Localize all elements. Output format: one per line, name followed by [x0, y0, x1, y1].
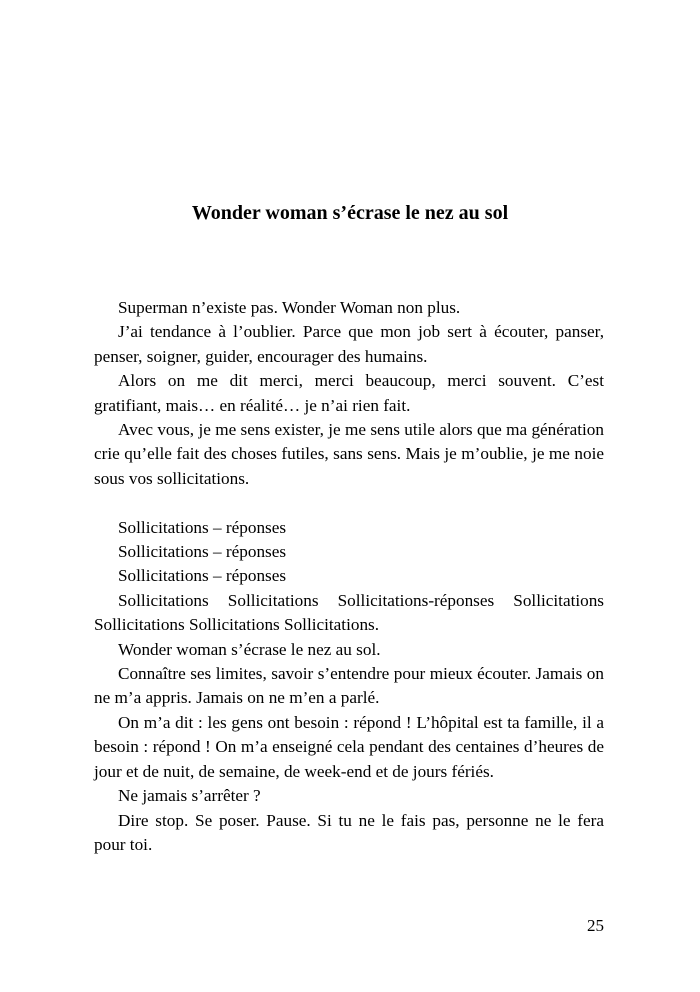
paragraph: Connaître ses limites, savoir s’entendre pour mieux écouter. Jamais on ne m’a appris. Jamais on ne m’en a parlé.: [94, 664, 604, 708]
paragraph: On m’a dit : les gens ont besoin : répond ! L’hôpital est ta famille, il a besoin : répond ! On m’a enseigné cela pendant des centaines d’heures de jour et de nuit, de semaine, de week-end et de jours fériés.: [94, 712, 604, 781]
paragraph: Alors on me dit merci, merci beaucoup, merci souvent. C’est gratifiant, mais… en réalité… je n’ai rien fait.: [94, 371, 604, 415]
paragraph: Sollicitations – réponses: [118, 542, 287, 562]
paragraph: J’ai tendance à l’oublier. Parce que mon job sert à écouter, panser, penser, soigner, guider, encourager des humains.: [94, 322, 604, 366]
chapter-title: Wonder woman s’écrase le nez au sol: [191, 202, 509, 224]
paragraph: Superman n’existe pas. Wonder Woman non plus.: [118, 298, 461, 317]
paragraph: Avec vous, je me sens exister, je me sens utile alors que ma génération crie qu’elle fait des choses futiles, sans sens. Mais je m’oublie, je me noie sous vos sollicitations.: [94, 420, 604, 488]
page-number: 25: [587, 916, 604, 935]
paragraph: Sollicitations Sollicitations Sollicitations-réponses Sollicitations Sollicitations Sollicitations Sollicitations.: [94, 590, 604, 635]
paragraph: Sollicitations – réponses: [118, 566, 287, 586]
paragraph: Sollicitations – réponses: [118, 517, 287, 537]
paragraph: Ne jamais s’arrêter ?: [118, 786, 261, 806]
chapter-body: [94, 296, 604, 857]
paragraph-gap: [94, 491, 604, 515]
paragraph: Wonder woman s’écrase le nez au sol.: [118, 639, 381, 659]
paragraph: Dire stop. Se poser. Pause. Si tu ne le fais pas, personne ne le fera pour toi.: [94, 810, 604, 854]
